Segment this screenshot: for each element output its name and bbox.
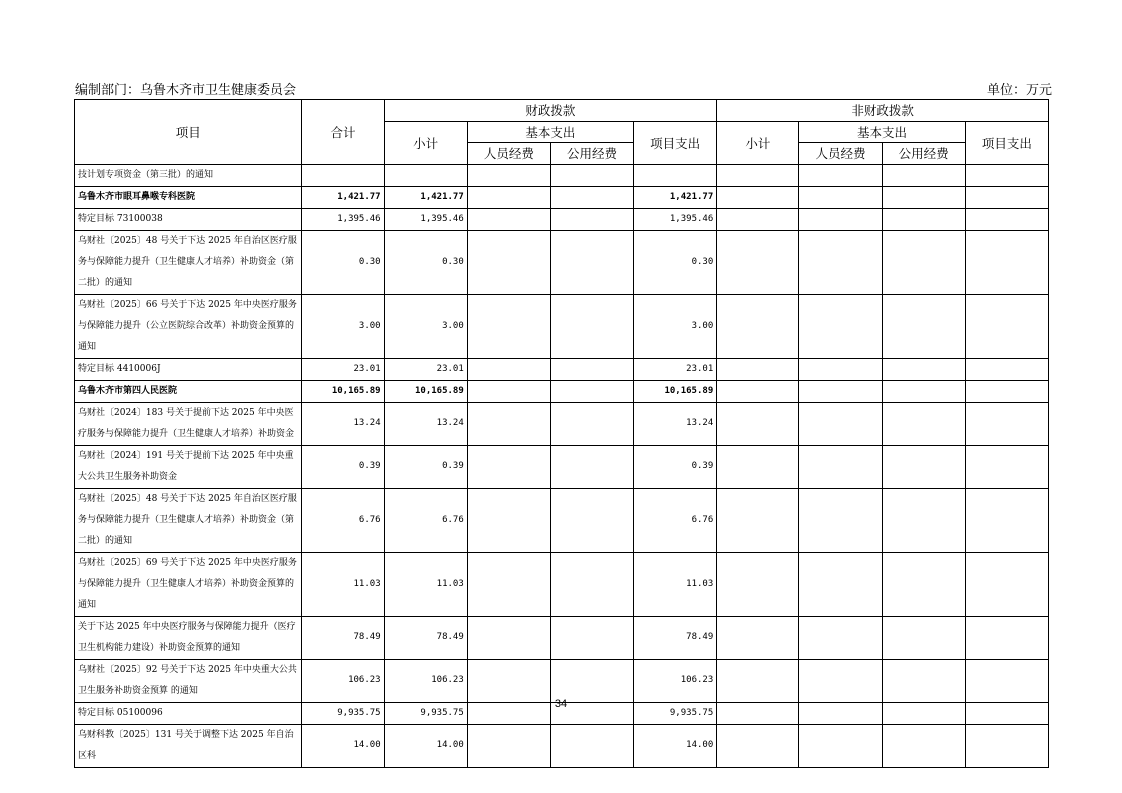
row-name: 乌财社〔2024〕191 号关于提前下达 2025 年中央重大公共卫生服务补助资金: [75, 445, 302, 488]
row-name: 乌鲁木齐市第四人民医院: [75, 380, 302, 402]
row-nonfiscal-project: [965, 294, 1048, 358]
row-fiscal-subtotal: 10,165.89: [384, 380, 467, 402]
row-fiscal-project: 106.23: [634, 659, 717, 702]
row-nonfiscal-project: [965, 164, 1048, 186]
row-nonfiscal-subtotal: [717, 380, 799, 402]
table-row: [75, 659, 1049, 702]
row-total: 10,165.89: [302, 380, 384, 402]
row-fiscal-personnel: [467, 208, 550, 230]
row-name: 特定目标 73100038: [75, 208, 302, 230]
row-nonfiscal-personnel: [799, 659, 882, 702]
row-nonfiscal-personnel: [799, 402, 882, 445]
row-total: 1,395.46: [302, 208, 384, 230]
row-nonfiscal-public: [882, 402, 965, 445]
row-nonfiscal-subtotal: [717, 230, 799, 294]
table-row: [75, 445, 1049, 488]
row-fiscal-personnel: [467, 659, 550, 702]
row-fiscal-public: [550, 402, 633, 445]
row-total: 3.00: [302, 294, 384, 358]
row-total: 9,935.75: [302, 702, 384, 724]
row-fiscal-public: [550, 445, 633, 488]
row-fiscal-subtotal: 23.01: [384, 358, 467, 380]
row-nonfiscal-project: [965, 488, 1048, 552]
row-fiscal-subtotal: 0.30: [384, 230, 467, 294]
row-fiscal-personnel: [467, 402, 550, 445]
col-nonfiscal: 非财政拨款: [717, 100, 1049, 122]
row-nonfiscal-subtotal: [717, 724, 799, 767]
table-row: [75, 208, 1049, 230]
row-nonfiscal-project: [965, 380, 1048, 402]
page-number: 34: [554, 698, 568, 710]
row-fiscal-public: [550, 358, 633, 380]
row-fiscal-project: 13.24: [634, 402, 717, 445]
row-fiscal-project: 1,395.46: [634, 208, 717, 230]
row-nonfiscal-public: [882, 380, 965, 402]
row-nonfiscal-public: [882, 294, 965, 358]
row-total: 11.03: [302, 552, 384, 616]
row-fiscal-personnel: [467, 380, 550, 402]
row-nonfiscal-subtotal: [717, 402, 799, 445]
col-nonfiscal-basic: 基本支出: [799, 121, 965, 143]
col-fiscal-project: 项目支出: [634, 121, 717, 164]
row-fiscal-subtotal: 1,421.77: [384, 186, 467, 208]
row-fiscal-public: [550, 208, 633, 230]
row-fiscal-subtotal: 0.39: [384, 445, 467, 488]
col-fiscal-personnel: 人员经费: [467, 143, 550, 165]
row-nonfiscal-personnel: [799, 616, 882, 659]
row-nonfiscal-project: [965, 186, 1048, 208]
row-fiscal-subtotal: 1,395.46: [384, 208, 467, 230]
row-total: 1,421.77: [302, 186, 384, 208]
row-nonfiscal-personnel: [799, 294, 882, 358]
row-fiscal-subtotal: 78.49: [384, 616, 467, 659]
row-nonfiscal-personnel: [799, 208, 882, 230]
row-fiscal-project: 1,421.77: [634, 186, 717, 208]
row-fiscal-public: [550, 488, 633, 552]
row-nonfiscal-subtotal: [717, 616, 799, 659]
row-fiscal-public: [550, 294, 633, 358]
row-fiscal-project: 23.01: [634, 358, 717, 380]
row-nonfiscal-public: [882, 208, 965, 230]
table-row: [75, 186, 1049, 208]
row-fiscal-project: 9,935.75: [634, 702, 717, 724]
table-row: [75, 552, 1049, 616]
col-nonfiscal-public: 公用经费: [882, 143, 965, 165]
row-fiscal-public: [550, 186, 633, 208]
col-fiscal-public: 公用经费: [550, 143, 633, 165]
row-nonfiscal-personnel: [799, 724, 882, 767]
row-total: [302, 164, 384, 186]
row-total: 0.39: [302, 445, 384, 488]
row-nonfiscal-public: [882, 164, 965, 186]
row-nonfiscal-project: [965, 208, 1048, 230]
row-total: 6.76: [302, 488, 384, 552]
row-fiscal-project: 10,165.89: [634, 380, 717, 402]
col-fiscal-basic: 基本支出: [467, 121, 633, 143]
col-nonfiscal-personnel: 人员经费: [799, 143, 882, 165]
budget-table: [74, 99, 1049, 768]
row-name: 乌鲁木齐市眼耳鼻喉专科医院: [75, 186, 302, 208]
row-fiscal-public: [550, 724, 633, 767]
table-row: [75, 294, 1049, 358]
row-nonfiscal-subtotal: [717, 445, 799, 488]
row-name: 特定目标 05100096: [75, 702, 302, 724]
row-fiscal-subtotal: 9,935.75: [384, 702, 467, 724]
row-total: 0.30: [302, 230, 384, 294]
row-fiscal-project: 11.03: [634, 552, 717, 616]
row-fiscal-public: [550, 230, 633, 294]
row-nonfiscal-personnel: [799, 230, 882, 294]
row-nonfiscal-personnel: [799, 186, 882, 208]
row-nonfiscal-subtotal: [717, 208, 799, 230]
row-fiscal-project: 0.39: [634, 445, 717, 488]
table-row: [75, 402, 1049, 445]
row-fiscal-subtotal: 106.23: [384, 659, 467, 702]
table-row: [75, 724, 1049, 767]
row-nonfiscal-project: [965, 402, 1048, 445]
row-name: 乌财社〔2025〕66 号关于下达 2025 年中央医疗服务与保障能力提升（公立医院综合改革）补助资金预算的通知: [75, 294, 302, 358]
row-fiscal-project: 78.49: [634, 616, 717, 659]
row-fiscal-public: [550, 164, 633, 186]
row-nonfiscal-personnel: [799, 488, 882, 552]
row-nonfiscal-personnel: [799, 445, 882, 488]
row-nonfiscal-project: [965, 552, 1048, 616]
row-nonfiscal-public: [882, 358, 965, 380]
col-nonfiscal-project: 项目支出: [965, 121, 1048, 164]
row-nonfiscal-subtotal: [717, 164, 799, 186]
row-fiscal-public: [550, 380, 633, 402]
row-name: 特定目标 4410006J: [75, 358, 302, 380]
col-item: 项目: [75, 100, 302, 165]
row-nonfiscal-project: [965, 230, 1048, 294]
row-nonfiscal-public: [882, 659, 965, 702]
row-fiscal-subtotal: 13.24: [384, 402, 467, 445]
row-fiscal-personnel: [467, 445, 550, 488]
row-nonfiscal-public: [882, 488, 965, 552]
row-fiscal-project: [634, 164, 717, 186]
table-row: [75, 616, 1049, 659]
row-nonfiscal-project: [965, 724, 1048, 767]
row-fiscal-personnel: [467, 616, 550, 659]
row-fiscal-public: [550, 616, 633, 659]
table-body: [75, 164, 1049, 767]
row-nonfiscal-personnel: [799, 358, 882, 380]
row-fiscal-personnel: [467, 230, 550, 294]
row-nonfiscal-public: [882, 724, 965, 767]
row-total: 13.24: [302, 402, 384, 445]
row-fiscal-personnel: [467, 186, 550, 208]
table-row: [75, 358, 1049, 380]
row-fiscal-personnel: [467, 488, 550, 552]
row-name: 技计划专项资金（第三批）的通知: [75, 164, 302, 186]
row-fiscal-subtotal: [384, 164, 467, 186]
row-fiscal-project: 0.30: [634, 230, 717, 294]
row-fiscal-personnel: [467, 164, 550, 186]
row-total: 106.23: [302, 659, 384, 702]
row-nonfiscal-project: [965, 445, 1048, 488]
row-fiscal-project: 6.76: [634, 488, 717, 552]
row-fiscal-personnel: [467, 294, 550, 358]
table-row: [75, 488, 1049, 552]
row-nonfiscal-project: [965, 358, 1048, 380]
row-name: 乌财社〔2025〕69 号关于下达 2025 年中央医疗服务与保障能力提升（卫生健康人才培养）补助资金预算的通知: [75, 552, 302, 616]
row-nonfiscal-subtotal: [717, 294, 799, 358]
row-fiscal-project: 14.00: [634, 724, 717, 767]
row-nonfiscal-public: [882, 445, 965, 488]
row-fiscal-subtotal: 6.76: [384, 488, 467, 552]
row-fiscal-project: 3.00: [634, 294, 717, 358]
col-fiscal: 财政拨款: [384, 100, 717, 122]
row-nonfiscal-personnel: [799, 380, 882, 402]
table-row: [75, 164, 1049, 186]
row-fiscal-personnel: [467, 724, 550, 767]
row-total: 78.49: [302, 616, 384, 659]
row-name: 乌财社〔2025〕48 号关于下达 2025 年自治区医疗服务与保障能力提升（卫生健康人才培养）补助资金（第二批）的通知: [75, 488, 302, 552]
col-total: 合计: [302, 100, 384, 165]
row-nonfiscal-public: [882, 552, 965, 616]
row-nonfiscal-subtotal: [717, 659, 799, 702]
table-row: [75, 230, 1049, 294]
row-nonfiscal-personnel: [799, 552, 882, 616]
row-nonfiscal-subtotal: [717, 488, 799, 552]
row-fiscal-personnel: [467, 358, 550, 380]
row-nonfiscal-subtotal: [717, 186, 799, 208]
row-fiscal-public: [550, 552, 633, 616]
row-fiscal-subtotal: 11.03: [384, 552, 467, 616]
row-fiscal-personnel: [467, 552, 550, 616]
row-name: 乌财社〔2024〕183 号关于提前下达 2025 年中央医疗服务与保障能力提升（卫生健康人才培养）补助资金: [75, 402, 302, 445]
row-fiscal-subtotal: 3.00: [384, 294, 467, 358]
row-nonfiscal-public: [882, 616, 965, 659]
department-label: 编制部门：乌鲁木齐市卫生健康委员会: [75, 83, 297, 98]
row-nonfiscal-subtotal: [717, 358, 799, 380]
row-name: 关于下达 2025 年中央医疗服务与保障能力提升（医疗卫生机构能力建设）补助资金预算的通知: [75, 616, 302, 659]
row-name: 乌财社〔2025〕92 号关于下达 2025 年中央重大公共卫生服务补助资金预算 的通知: [75, 659, 302, 702]
row-nonfiscal-public: [882, 230, 965, 294]
row-name: 乌财社〔2025〕48 号关于下达 2025 年自治区医疗服务与保障能力提升（卫生健康人才培养）补助资金（第二批）的通知: [75, 230, 302, 294]
row-nonfiscal-subtotal: [717, 552, 799, 616]
row-nonfiscal-personnel: [799, 164, 882, 186]
row-total: 14.00: [302, 724, 384, 767]
row-fiscal-subtotal: 14.00: [384, 724, 467, 767]
row-nonfiscal-project: [965, 616, 1048, 659]
table-row: [75, 380, 1049, 402]
row-name: 乌财科教〔2025〕131 号关于调整下达 2025 年自治区科: [75, 724, 302, 767]
unit-label: 单位：万元: [987, 83, 1053, 98]
row-total: 23.01: [302, 358, 384, 380]
table-header: [75, 100, 1049, 165]
row-nonfiscal-project: [965, 659, 1048, 702]
col-fiscal-subtotal: 小计: [384, 121, 467, 164]
row-nonfiscal-public: [882, 186, 965, 208]
row-fiscal-public: [550, 659, 633, 702]
col-nonfiscal-subtotal: 小计: [717, 121, 799, 164]
